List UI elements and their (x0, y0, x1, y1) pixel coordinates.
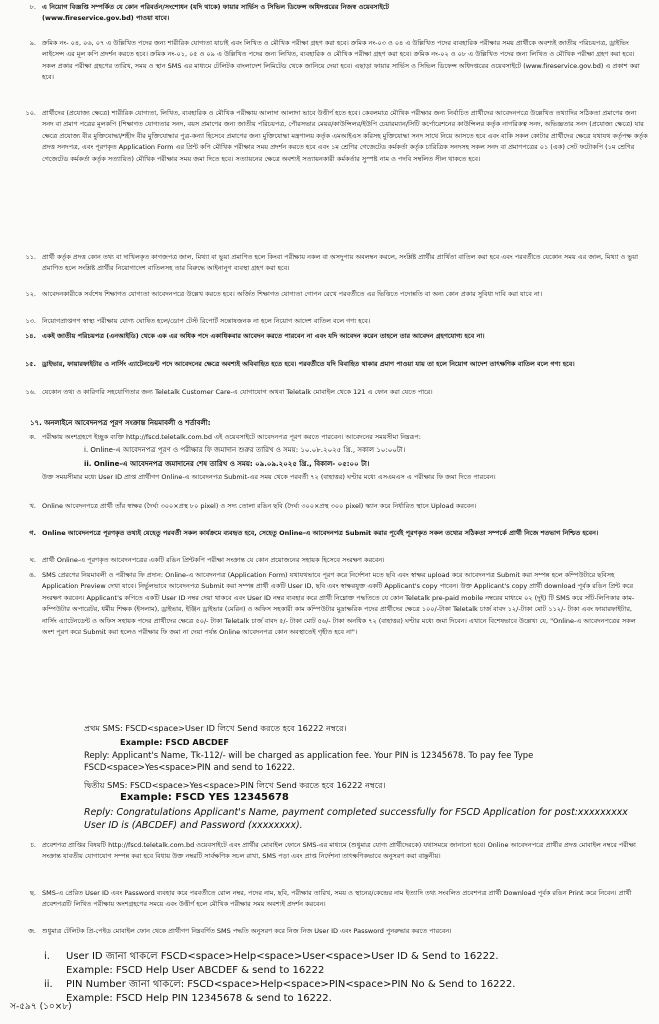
clause-number: ছ. (29, 889, 36, 897)
clause-text: যেকোন তথ্য ও কারিগরি সহযোগিতার জন্য Teletalk Customer Care-এ যোগাযোগ অথবা Teletalk মোবাইল থেকে 121 এ ফোন করা যেতে পারে। (42, 388, 433, 396)
clause-text: পরীক্ষায় অংশগ্রহণে ইচ্ছুক ব্যক্তি http://fscd.teletalk.com.bd এই ওয়েবসাইটে আবেদনপত্র পূরণ করতে পারবেন। আবেদনের সময়সীমা নিম্নরূপ: (42, 433, 421, 441)
clause-10 (12, 108, 648, 248)
clause-number: ৯. (29, 39, 36, 47)
clause-text: উক্ত সময়সীমার মধ্যে User ID প্রাপ্ত প্রার্থীগণ Online-এ আবেদনপত্র Submit-এর সময় থেকে পরবর্তী ৭২ (বাহাত্তর) ঘণ্টার মধ্যে এসএমএস এ পরীক্ষার ফি জমা দিতে পারবেন। (42, 473, 496, 481)
clause-text: ড্রাইভার, ফায়ারফাইটার ও নার্সিং এ্যাটেনডেন্ট পদে আবেদনের ক্ষেত্রে অবশ্যই অবিবাহিত হতে হবে। পরবর্তীতে যদি বিবাহিত থাকার প্রমাণ পাওয়া যায় তা হলে নিয়োগ আদেশ তাৎক্ষণিক বাতিল বলে গণ্য হবে। (42, 360, 575, 368)
clause-17-gha (12, 555, 648, 567)
clause-number: ১২. (25, 290, 36, 298)
sms2-example: Example: FSCD YES 12345678 (120, 792, 289, 803)
sms1-format: প্রথম SMS: FSCD<space>User ID লিখে Send করতে হবে 16222 নম্বরে। (84, 723, 347, 733)
clause-text: আবেদনকারীকে সর্বশেষ শিক্ষাগত যোগ্যতা আবেদনপত্রে উল্লেখ করতে হবে। অর্জিত শিক্ষাগত যোগ্যতা গোপন রেখে পরবর্তীতে এর ভিত্তিতে পদোন্নতি বা অন্য কোন প্রকার সুবিধা দাবি করা যাবে না। (42, 290, 543, 298)
footer-code: স-৫৯৭ (১০×৮) (10, 1002, 72, 1012)
clause-9 (12, 38, 648, 108)
sms1-example: Example: FSCD ABCDEF (120, 737, 229, 747)
clause-number: গ. (29, 529, 36, 537)
clause-number: চ. (30, 841, 36, 849)
clause-number: ৮. (29, 3, 36, 11)
clause-17-umo (12, 570, 648, 720)
clause-text: ক্রমিক নং- ০৪, ০৬, ০৭ এ উল্লিখিত পদের জন্য শারীরিক যোগ্যতা যাচাই এবং লিখিত ও মৌখিক পরীক্ষা গ্রহণ করা হবে। ক্রমিক নং-০৩ ও ০৪ এ উল্লিখিত পদের ব্যবহারিক পরীক্ষার সময় প্রার্থীকে অবশ্যই জাতীয় পরিচয়পত্র, ড্রাইভিং লাইসেন্স এর মূল কপি প্রদর্শন করতে হবে। ক্রমিক নং-০১, ০৫ ও ০৯ এ উল্লিখিত পদের জন্য লিখিত, ব্যবহারিক ও মৌখিক পরীক্ষা গ্রহণ করা হবে। ক্রমিক নং-০২ ও ০৮ এ উল্লিখিত পদের জন্য লিখিত ও মৌখিক পরীক্ষা গ্রহণ করা হবে। সকল প্রকার পরীক্ষা গ্রহণের তারিখ, সময় ও স্থান SMS এর মাধ্যমে টেলিটক বাংলাদেশ লিমিটেড থেকে জানিয়ে দেয়া হবে। এছাড়া ফায়ার সার্ভিস ও সিভিল ডিফেন্স অধিদপ্তরের ওয়েবসাইটে (www.fireservice.gov.bd) এ প্রকাশ করা হবে। (42, 39, 640, 82)
clause-11 (12, 252, 648, 288)
clause-16 (12, 387, 648, 411)
clause-number: জ. (28, 927, 36, 935)
clause-text: একই জাতীয় পরিচয়পত্র (এনআইডি) থেকে এক এর অধিক পদে একাধিকবার আবেদন করতে পারবেন না এবং যদি আবেদন করেন তাহলে তার আবেদন গ্রহণযোগ্য হবে না। (42, 332, 485, 340)
clause-number: ক. (29, 433, 36, 441)
clause-17-ka-tail (12, 472, 648, 496)
clause-number: ১৪. (25, 332, 36, 340)
application-end-date: ii. Online-এ আবেদনপত্র জমাদানের শেষ তারিখ ও সময়: ০৯.০৯.২০২৫ খ্রি., বিকাল- ০৫:০০ টা। (84, 460, 370, 468)
clause-17-ka (12, 432, 648, 444)
clause-14 (12, 331, 648, 355)
section-17-title: ১৭. অনলাইনে আবেদনপত্র পূরণ সংক্রান্ত নিয়মাবলী ও শর্তাবলী: (30, 419, 211, 427)
reply-text: Reply: Applicant's Name, Tk-112/- will be charged as application fee. Your PIN is 12345678. To pay fee Type FSCD<space>Yes<space>PIN and send to 16222. (84, 750, 534, 772)
clause-text: এ নিয়োগ বিজ্ঞপ্তি সম্পর্কিত যে কোন পরিবর্তন/সংশোধন (যদি থাকে) ফায়ার সার্ভিস ও সিভিল ডিফেন্স অধিদপ্তরের নিজস্ব ওয়েবসাইটে (www.fireservice.gov.bd) পাওয়া যাবে। (42, 3, 390, 23)
sms2-format: দ্বিতীয় SMS: FSCD<space>Yes<space>PIN লিখে Send করতে হবে 16222 নম্বরে। (84, 780, 386, 790)
clause-text: শুধুমাত্র টেলিটক প্রি-পেইড মোবাইল ফোন থেকে প্রার্থীগণ নিম্নবর্ণিত SMS পদ্ধতি অনুসরণ করে নিজ নিজ User ID এবং Password পুনরুদ্ধার করতে পারবেন। (42, 927, 452, 935)
help-user-id-example: Example: FSCD Help User ABCDEF & send to 16222 (66, 965, 325, 976)
clause-17-chha (12, 888, 648, 924)
clause-text: প্রবেশপত্র প্রাপ্তির বিষয়টি http://fscd.teletalk.com.bd ওয়েবসাইটে এবং প্রার্থীর মোবাইল ফোনে SMS-এর মাধ্যমে (শুধুমাত্র যোগ্য প্রার্থীদেরকে) যথাসময়ে জানানো হবে। Online আবেদনপত্রে প্রার্থীর প্রদত্ত মোবাইল নম্বরে পরীক্ষা সংক্রান্ত যাবতীয় যোগাযোগ সম্পন্ন করা হবে বিধায় উক্ত নম্বরটি সার্বক্ষণিক সচল রাখা, SMS পড়া এবং প্রাপ্ত নির্দেশনা তাৎক্ষণিকভাবে অনুসরণ করা বাঞ্ছনীয়। (42, 841, 636, 861)
clause-number: ১৩. (25, 317, 36, 325)
clause-text: প্রার্থীদের (প্রযোজ্য ক্ষেত্রে) শারীরিক যোগ্যতা, লিখিত, ব্যবহারিক ও মৌখিক পরীক্ষায় আলাদা আলাদা ভাবে উত্তীর্ণ হতে হবে। কেবলমাত্র মৌখিক পরীক্ষার জন্য নির্বাচিত প্রার্থীদের আবেদনপত্রে উল্লেখিত তথ্যাদির সঠিকতা প্রমাণের জন্য সনদ বা প্রমাণ পত্রের মূলকপি (শিক্ষাগত যোগ্যতার সনদ, বয়স প্রমাণের জন্য জাতীয় পরিচয়পত্র, পৌরসভার মেয়র/কাউন্সিলর/ইউপি চেয়ারম্যান/সিটি কর্পোরেশনের কাউন্সিলর কর্তৃক নাগরিকত্ব সনদ, অভিজ্ঞতার সনদ (প্রযোজ্য ক্ষেত্রে) যার ক্ষেত্রে প্রযোজ্য বীর মুক্তিযোদ্ধা/শহীদ বীর মুক্তিযোদ্ধার পুত্র-কন্যা হিসেবে প্রমাণের জন্য মুক্তিযোদ্ধা মন্ত্রণালয় কর্তৃক এমআইএস করিসহ মুক্তিযোদ্ধা সনদ সাথে নিয়ে আসতে হবে এবং বাকি সকল কোটার প্রার্থীদের ক্ষেত্রে যথাযথ কর্তৃপক্ষ কর্তৃক প্রদত্ত সনদপত্র, এবং পূরণকৃত Application Form এর প্রিন্ট কপি মৌখিক পরীক্ষার সময় প্রদর্শন করতে হবে এবং ১ম শ্রেণির গেজেটেড কর্মকর্তা কর্তৃক চারিত্রিক সনদসহ সকল সনদ বা প্রমাণপত্রের ০১ (এক) সেট ফটোকপি (১ম শ্রেণির গেজেটেড কর্মকর্তা কর্তৃক সত্যায়িত) মৌখিক পরীক্ষার সময় জমা দিতে হবে। সত্যায়নের ক্ষেত্রে অবশ্যই সত্যায়নকারী কর্মকর্তার সুস্পষ্ট নাম ও পদবি সম্বলিত সীল থাকতে হবে। (42, 109, 648, 163)
clause-13 (12, 316, 648, 328)
clause-number: ঘ. (29, 556, 36, 564)
sms1-reply (84, 749, 646, 777)
help-text: User ID জানা থাকলে FSCD<space>Help<space>User<space>User ID & Send to 16222. (66, 951, 499, 962)
clause-number: ১১. (25, 253, 36, 261)
help-user-id (44, 950, 499, 964)
help-number: i. (44, 951, 50, 962)
clause-text: প্রার্থী Online-এ পূরণকৃত আবেদনপত্রের একটি রঙিন প্রিন্টকপি পরীক্ষা সংক্রান্ত যে কোন প্রয়োজনের সহায়ক হিসেবে সংরক্ষণ করবেন। (42, 556, 385, 564)
clause-text: প্রার্থী কর্তৃক প্রদত্ত কোন তথ্য বা দাখিলকৃত কাগজপত্র জাল, মিথ্যা বা ভুয়া প্রমাণিত হলে কিংবা পরীক্ষায় নকল বা অসদুপায় অবলম্বন করলে, সংশ্লিষ্ট প্রার্থীর প্রার্থিতা বাতিল করা হবে এবং পরবর্তীতে যেকোন সময় এর জাল, মিথ্যা ও ভুয়া প্রমাণিত হলে সংশ্লিষ্ট প্রার্থীর নিয়োগাদেশ বাতিলসহ তার বিরুদ্ধে আইনানুগ ব্যবস্থা গ্রহণ করা হবে। (42, 253, 638, 273)
application-start-date: i. Online-এ আবেদনপত্র পূরণ ও পরীক্ষার ফি জমাদান শুরুর তারিখ ও সময়: ১০.০৮.২০২৫ খ্রি., সকাল ১০:০০টা। (84, 446, 406, 454)
clause-17-kha (12, 501, 648, 525)
clause-text: Online আবেদনপত্রে পূরণকৃত তথ্যই যেহেতু পরবর্তী সকল কার্যক্রমে ব্যবহৃত হবে, সেহেতু Online-এ আবেদনপত্র Submit করার পূর্বেই পূরণকৃত সকল তথ্যের সঠিকতা সম্পর্কে প্রার্থী নিজে শতভাগ নিশ্চিত হবেন। (42, 529, 599, 537)
clause-text: SMS প্রেরণের নিয়মাবলী ও পরীক্ষার ফি প্রদান: Online-এ আবেদনপত্র (Application Form) যথাযথভাবে পূরণ করে নির্দেশনা মতে ছবি এবং স্বাক্ষর upload করে আবেদনপত্র Submit করা সম্পন্ন হলে কম্পিউটারে ছবিসহ Application Preview দেখা যাবে। নির্ভুলভাবে আবেদনপত্র Submit করা সম্পন্ন প্রার্থী একটি User ID, ছবি এবং স্বাক্ষরযুক্ত একটি Applicant's copy পাবেন। উক্ত Applicant's copy প্রার্থী download পূর্বক রঙিন প্রিন্ট করে সংরক্ষণ করবেন। Applicant's কপিতে একটি User ID নম্বর দেয়া থাকবে এবং User ID নম্বর ব্যবহার করে প্রার্থী নিম্নোক্ত পদ্ধতিতে যে কোন Teletalk pre-paid mobile নম্বরের মাধ্যমে ০২ (দুই) টি SMS করে সাঁট-লিপিকার কাম-কম্পিউটার অপারেটর, ধর্মীয় শিক্ষক (ইসলাম), ড্রাইভার, ইঞ্জিন ড্রাইভার (মেরিন) ও অফিস সহকারী কাম কম্পিউটার মুদ্রাক্ষরিক পদের প্রার্থীদের ক্ষেত্রে ১০০/-টাকা Teletalk চার্জ বাবদ ১২/-টাকা মোট ১১২/- টাকা এবং ফায়ারফাইটার, নার্সিং এ্যাটেনডেন্ট ও অফিস সহায়ক পদের প্রার্থীদের ক্ষেত্রে ৫০/- টাকা Teletalk চার্জ বাবদ ৫/- টাকা মোট ৫৬/- টাকা অনধিক ৭২ (বাহাত্তর) ঘণ্টার মধ্যে জমা দিবেন। এখানে বিশেষভাবে উল্লেখ্য যে, "Online-এ আবেদনপত্রের সকল অংশ পূরণ করে Submit করা হলেও পরীক্ষার ফি জমা না দেয়া পর্যন্ত Online আবেদনপত্র কোন অবস্থাতেই গৃহীত হবে না"। (42, 571, 636, 637)
clause-text: Online আবেদনপত্রে প্রার্থী তাঁর স্বাক্ষর (দৈর্ঘ্য ৩০০×প্রস্থ ৮০ pixel) ও সদ্য তোলা রঙিন ছবি (দৈর্ঘ্য ৩০০×প্রস্থ ৩০০ pixel) স্ক্যান করে নির্ধারিত স্থানে Upload করবেন। (42, 502, 477, 510)
clause-number: খ. (29, 502, 36, 510)
clause-17-cha (12, 840, 648, 888)
clause-8 (12, 2, 648, 26)
help-number: ii. (44, 979, 53, 990)
clause-text: SMS-এ প্রেরিত User ID এবং Password ব্যবহার করে পরবর্তীতে রোল নম্বর, পদের নাম, ছবি, পরীক্ষার তারিখ, সময় ও স্থানের/কেন্দ্রের নাম ইত্যাদি তথ্য সংবলিত প্রবেশপত্র প্রার্থী Download পূর্বক রঙিন Print করে নিবেন। প্রার্থী প্রবেশপত্রটি লিখিত পরীক্ষায় অংশগ্রহণের সময়ে এবং উত্তীর্ণ হলে মৌখিক পরীক্ষার সময় অবশ্যই প্রদর্শন করবেন। (42, 889, 632, 909)
clause-number: ১৫. (25, 360, 36, 368)
clause-number: ১০. (25, 109, 36, 117)
clause-17-ga (12, 528, 648, 552)
signatory (418, 1008, 648, 1022)
sms2-reply (84, 806, 646, 836)
clause-17-ja (12, 926, 648, 950)
reply-text: Reply: Congratulations Applicant's Name, payment completed successfully for FSCD Application for post:xxxxxxxxx User ID is (ABCDEF) and Password (xxxxxxxx). (84, 807, 628, 831)
help-pin (44, 978, 515, 992)
clause-number: ঙ. (29, 571, 36, 579)
clause-text: নিয়োগপ্রাপ্তগণ স্বাস্থ্য পরীক্ষায় যোগ্য ঘোষিত হলে/ডোপ টেস্ট রিপোর্ট সন্তোষজনক না হলে নিয়োগ আদেশ বাতিল বলে গণ্য হবে। (42, 317, 371, 325)
help-pin-example: Example: FSCD Help PIN 12345678 & send to 16222. (66, 993, 332, 1004)
clause-number: ১৬. (25, 388, 36, 396)
clause-12 (12, 289, 648, 313)
clause-15 (12, 359, 648, 383)
help-text: PIN Number জানা থাকলে: FSCD<space>Help<space>PIN<space>PIN No & Send to 16222. (66, 979, 516, 990)
